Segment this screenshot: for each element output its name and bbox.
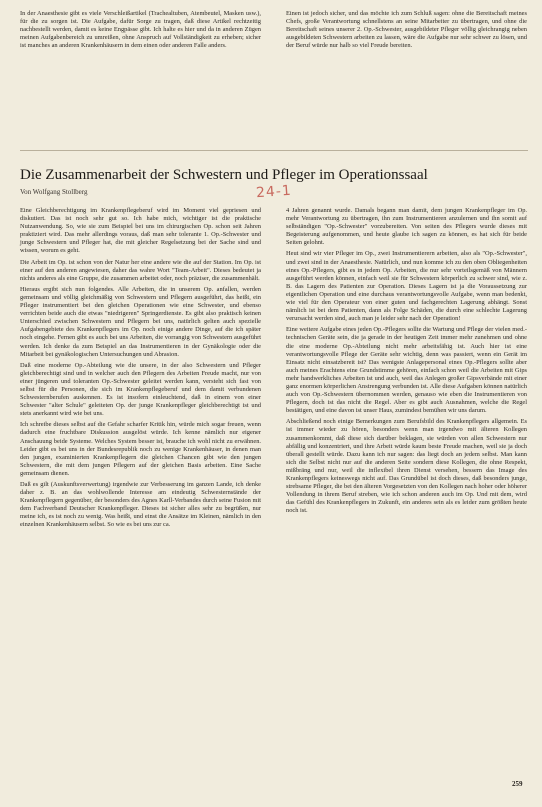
right-column: [286, 207, 527, 518]
left-paragraph: Ich schreibe dieses selbst auf die Gefahr scharfer Kritik hin, würde mich sogar freuen, wenn dadurch eine fruchtbare Diskussion ausgelöst würde. Ich kenne nämlich nur eigener Anschauung beide Systeme. Welches System besser ist, brauche ich wohl nicht zu erwähnen. Leider gibt es bei uns in der Bundesrepublik noch zu wenige Krankenhäuser, in denen man den jungen, examinierten Krankenpflegern die gleichen Chancen gibt wie den jungen Schwestern, die mit dem jungen Pflegern auf der gleichen Basis arbeiten. Eine Sache gemeinsam dienen.: [20, 421, 261, 477]
left-column: [20, 207, 261, 533]
top-left-paragraph: In der Anaesthesie gibt es viele Verschleißartikel (Trachealtuben, Atembeutel, Masken usw.), für die zu sorgen ist. Die Aufgabe, dafür Sorge zu tragen, daß diese Artikel rechtzeitig nachbestellt werden, damit es keine Engpässe gibt. Ich halte es hier und da in anderen Zügen meinen Aufgabenbereich zu umreißen, ohne Anspruch auf Vollständigkeit zu erheben; sicher ist manches an anderen Krankenhäusern in dem einen oder anderen Falle anders.: [20, 10, 261, 50]
top-right-text-block: [286, 10, 527, 53]
top-left-text-block: [20, 10, 261, 53]
article-title: Die Zusammenarbeit der Schwestern und Pfleger im Operationssaal: [20, 167, 428, 183]
right-paragraph: Heut sind wir vier Pfleger im Op., zwei Instrumentierern arbeiten, also als "Op.-Schwester", und zwei sind in der Anaesthesie. Natürlich, und nun komme ich zu den oben Obliegenheiten eines Op.-Pflegers, gibt es in jedem Op. Arbeiten, die nur sehr vorteilsgemäß von Männern ausgeführt werden können, einfach weil sie für Schwestern körperlich zu schwer sind, wie z. B. das Lagern des Patienten zur Operation. Dieses Lagern ist ja die Voraussetzung zur eigentlichen Operation und eine durchaus verantwortungsvolle Aufgabe, wenn man bedenkt, wie viel für den Operateur von einer guten und fachgerechten Lagerung abhängt. Sonst nämlich ist bei dem Patienten, dann als Folge Schäden, die durch eine schlechte Lagerung verursacht werden sind, auch man je leider sehr nach der Operation!: [286, 250, 527, 323]
right-paragraph: 4 Jahren genannt wurde. Damals begann man damit, dem jungen Krankenpfleger im Op. mehr Verantwortung zu übertragen, ihn zum Instrumentieren anzulernen und ihn somit auf selbständigen "Op.-Schwester" vorzubereiten. Von seiten des Pflegers wurde dieses mit Begeisterung aufgenommen, und heute glaube ich sagen zu können, es hat sich für beide Seiten gelohnt.: [286, 207, 527, 247]
left-paragraph: Hieraus ergibt sich nun folgendes. Alle Arbeiten, die in unserem Op. anfallen, werden gemeinsam und völlig gleichmäßig von Schwestern und Pflegern ausgeführt, das heißt, ein Pfleger instrumentiert bei den gleichen Operationen wie eine Schwester, und ebenso verrichten beide auch die etwas "niedrigeren" Springerdienste. Es gibt also praktisch keinen Unterschied zwischen Schwestern und Pflegern bei uns, natürlich gelten auch spezielle Aufgabengebiete des Krankenpflegers im Op. noch einige andere Dinge, auf die ich später noch eingehe. Fernen gibt es auch bei uns Arbeiten, die vorrangig von Schwestern ausgeführt werden. Ich denke da zum Beispiel an das Instrumentieren in der Gynäkologie oder die Mitarbeit bei gynäkologischen Untersuchungen und Abrasion.: [20, 285, 261, 358]
handwritten-note: 24-1: [255, 182, 293, 202]
left-paragraph: Die Arbeit im Op. ist schon von der Natur her eine andere wie die auf der Station. Im Op. ist einer auf den anderen angewiesen, daher das wahre Wort "Team-Arbeit". Dieses bedeutet ja nichts anderes als eine Gruppe, die zusammen arbeitet oder, noch präziser, die zusammenhält.: [20, 258, 261, 282]
right-paragraph: Abschließend noch einige Bemerkungen zum Berufsbild des Krankenpflegers allgemein. Es ist immer wieder zu hören, besonders wenn man irgendwo mit älteren Kollegen zusammenkommt, daß diese sich darüber beklagen, sie würden von allen Schwestern nur abfällig und konzentriert, und ihre Arbeit würde kaum beste Freude machen, weil sie ja doch überall gestellt würde. Dazu kann ich nur sagen: das liegt doch an jedem selbst. Man kann sich die Selbst nicht nur auf die anderen Seite sondern diese Kollegen, die ohne Respekt, mißbräng und nur, weil die inflexibel ihren Dienst versehen, bessern das Image des Krankenpflegers keineswegs nicht auf. Das Grundübel ist doch dieses, daß besonders junge, strebsame Pfleger, die bei den älteren Vorgesetzten von den Kollegen nach hoher oder höherer Vollendung in ihrem Beruf streben, wie ich schon anderen auch im Op. Und mit dem, wird das Gefühl des Krankenpflegers in Zukunft, ein anderes sein als es leider zum größten heute noch ist.: [286, 418, 527, 515]
top-right-paragraph: Einen ist jedoch sicher, und das möchte ich zum Schluß sagen: ohne die Bereitschaft meines Chefs, große Verantwortung schnellstens an seine Mitarbeiter zu übertragen, und ohne die Bereitschaft seines unserer 2. Op.-Schwester, ausgebildeter Pfleger völlig gleichrangig neben ausgebildeten Schwestern arbeiten zu lassen, wäre die Aufgabe nur sehr schwer zu lösen, und der Beruf würde nur halb so viel Freude bereiten.: [286, 10, 527, 50]
left-paragraph: Daß es gilt (Auskunftsverwertung) irgendwie zur Verbesserung im ganzen Lande, ich denke daher z. B. an das wohlwollende Interesse am eindeutig Schwesternstände der Krankenpflegern gegenüber, der besonders des Agnes Karll-Verbandes durch seine Fusion mit dem Fachverband Deutscher Krankenpfleger. Dieses ist sicher alles sehr zu begrüßen, nur meine ich, es ist noch zu wenig. Was heißt, und einst die Ansätze im Kleinen, nämlich in den einzelnen Krankenhäusern selbst. So wie es bei uns zur ca.: [20, 481, 261, 529]
article-author: Von Wolfgang Stollberg: [20, 188, 88, 196]
left-paragraph: Daß eine moderne Op.-Abteilung wie die unsere, in der also Schwestern und Pfleger gleichberechtigt sind und in welcher auch den Pflegern des Arbeiten Freude macht, nur von einer jüngeren und toleranten Op.-Schwester geleitet werden kann, versteht sich fast von selbst für die Personen, die sich im Krankenpflegeberuf und dem damit verbundenen Schwesternberufen auskennen. Es ist insofern einleuchtend, daß in einem von einer Schwester "alter Schule" geleiteten Op. der junge Krankenpfleger gleichberechtigt ist und stets anerkannt wird wie bei uns.: [20, 361, 261, 418]
right-paragraph: Eine weitere Aufgabe eines jeden Op.-Pflegers sollte die Wartung und Pflege der vielen med.-technischen Geräte sein, die ja gerade in der heutigen Zeit immer mehr zunehmen und ohne die eine moderne Op.-Abteilung nicht mehr arbeitsfähig ist. Auch hier ist eine verantwortungsvolle Pflege der Geräte sehr wichtig, denn was passiert, wenn ein Gerät im Einsatz nicht einsatzbereit ist? Das wenigste Anlagepersonal eines Op.-Pflegers sollte aber auch meines Erachtens eine Grundstimme gehören, einfach schon weil die Arbeiten mit Gips mehr handwerkliches Arbeiten ist und auch, weil das Anlegen großer Gipsverbände mit einer ganz enormen körperlichen Anstrengung verbunden ist. Alle diese Aufgaben können natürlich auch von Op.-Schwestern übernommen werden, genauso wie eben die Instrumentieren von Pflegern, doch ist das nicht die Regel. Aber es gibt auch Ausnahmen, welche die Regel bestätigen, und eine davon ist unser Haus, zumindest bemühen wir uns darum.: [286, 326, 527, 415]
page-number: 259: [512, 780, 523, 788]
left-paragraph: Eine Gleichberechtigung im Krankenpflegeberuf wird im Moment viel gepriesen und diskutiert. Das ist noch sehr gut so. Ich habe mich, wichtiger ist die praktische Nutzanwendung. So, wie sie zum Beispiel bei uns im chirurgischen Op. schon seit Jahren praktiziert wird. Das mehr allerdings voraus, daß man sehr tolerante 1. Op.-Schwester und junge Schwestern und Pfleger hat, die mit gleicher Regelsetzung bei der Sache sind und wissen, worum es geht.: [20, 207, 261, 255]
section-divider: [20, 150, 528, 151]
